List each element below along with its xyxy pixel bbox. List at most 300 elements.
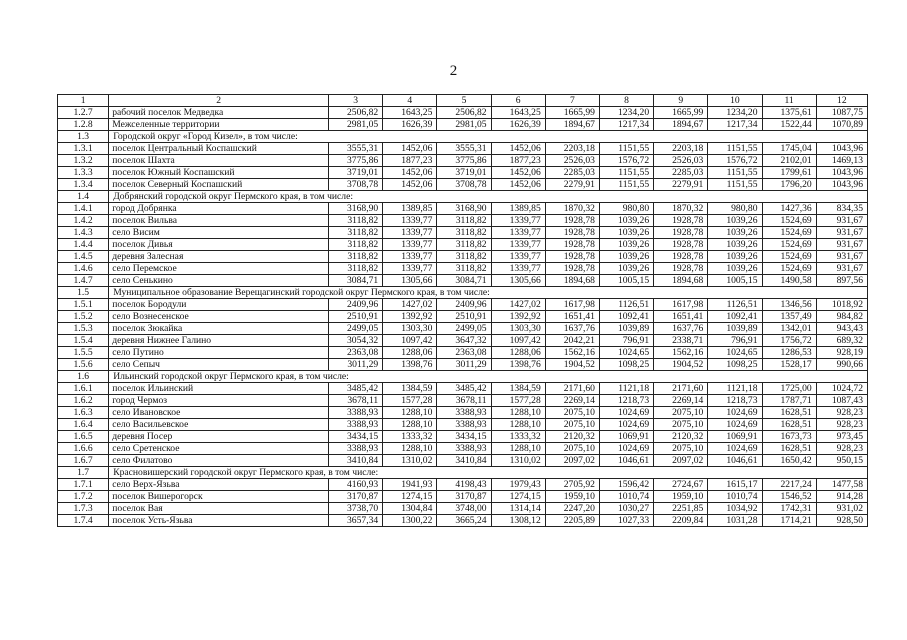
settlement-name: село Сретенское xyxy=(109,443,329,455)
value-cell-col-4: 1305,66 xyxy=(383,275,437,287)
value-cell-col-11: 1673,73 xyxy=(762,431,816,443)
value-cell-col-10: 1034,92 xyxy=(708,503,762,515)
column-header-5: 5 xyxy=(437,95,491,107)
value-cell-col-4: 1339,77 xyxy=(383,251,437,263)
table-row xyxy=(58,503,868,515)
value-cell-col-3: 3084,71 xyxy=(329,275,383,287)
value-cell-col-12: 931,67 xyxy=(816,227,867,239)
value-cell-col-3: 3434,15 xyxy=(329,431,383,443)
value-cell-col-11: 1787,71 xyxy=(762,395,816,407)
value-cell-col-5: 3084,71 xyxy=(437,275,491,287)
value-cell-col-5: 3118,82 xyxy=(437,263,491,275)
settlement-name: Межселенные территории xyxy=(109,119,329,131)
row-number: 1.5.3 xyxy=(58,323,109,335)
value-cell-col-6: 1097,42 xyxy=(491,335,545,347)
column-header-9: 9 xyxy=(654,95,708,107)
table-row xyxy=(58,311,868,323)
settlement-name: село Путино xyxy=(109,347,329,359)
value-cell-col-7: 2203,18 xyxy=(545,143,599,155)
value-cell-col-7: 1665,99 xyxy=(545,107,599,119)
value-cell-col-4: 1877,23 xyxy=(383,155,437,167)
value-cell-col-8: 1046,61 xyxy=(599,455,653,467)
value-cell-col-12: 1070,89 xyxy=(816,119,867,131)
value-cell-col-3: 3054,32 xyxy=(329,335,383,347)
value-cell-col-4: 1339,77 xyxy=(383,215,437,227)
value-cell-col-5: 2510,91 xyxy=(437,311,491,323)
value-cell-col-11: 1725,00 xyxy=(762,383,816,395)
value-cell-col-10: 1039,26 xyxy=(708,263,762,275)
value-cell-col-4: 1304,84 xyxy=(383,503,437,515)
value-cell-col-12: 928,19 xyxy=(816,347,867,359)
column-header-8: 8 xyxy=(599,95,653,107)
settlement-name: село Висим xyxy=(109,227,329,239)
table-row xyxy=(58,167,868,179)
value-cell-col-9: 1928,78 xyxy=(654,263,708,275)
value-cell-col-7: 2205,89 xyxy=(545,515,599,527)
table-row xyxy=(58,431,868,443)
value-cell-col-12: 928,50 xyxy=(816,515,867,527)
value-cell-col-6: 1452,06 xyxy=(491,143,545,155)
table-body xyxy=(58,95,868,527)
value-cell-col-10: 1024,69 xyxy=(708,419,762,431)
section-row xyxy=(58,287,868,299)
value-cell-col-5: 3434,15 xyxy=(437,431,491,443)
value-cell-col-5: 3719,01 xyxy=(437,167,491,179)
value-cell-col-3: 3118,82 xyxy=(329,251,383,263)
value-cell-col-7: 1928,78 xyxy=(545,215,599,227)
value-cell-col-3: 2409,96 xyxy=(329,299,383,311)
value-cell-col-12: 834,35 xyxy=(816,203,867,215)
row-number: 1.4.5 xyxy=(58,251,109,263)
row-number: 1.4 xyxy=(58,191,109,203)
value-cell-col-7: 2705,92 xyxy=(545,479,599,491)
value-cell-col-9: 1928,78 xyxy=(654,227,708,239)
value-cell-col-4: 1577,28 xyxy=(383,395,437,407)
value-cell-col-7: 2075,10 xyxy=(545,419,599,431)
value-cell-col-10: 1039,26 xyxy=(708,227,762,239)
value-cell-col-8: 1024,65 xyxy=(599,347,653,359)
value-cell-col-9: 1904,52 xyxy=(654,359,708,371)
value-cell-col-11: 1742,31 xyxy=(762,503,816,515)
table-row xyxy=(58,395,868,407)
value-cell-col-12: 1469,13 xyxy=(816,155,867,167)
value-cell-col-5: 3011,29 xyxy=(437,359,491,371)
value-cell-col-7: 1904,52 xyxy=(545,359,599,371)
value-cell-col-5: 3748,00 xyxy=(437,503,491,515)
value-cell-col-4: 1300,22 xyxy=(383,515,437,527)
value-cell-col-6: 1339,77 xyxy=(491,215,545,227)
value-cell-col-7: 1894,67 xyxy=(545,119,599,131)
value-cell-col-3: 3775,86 xyxy=(329,155,383,167)
value-cell-col-12: 1087,75 xyxy=(816,107,867,119)
value-cell-col-8: 1218,73 xyxy=(599,395,653,407)
value-cell-col-6: 1389,85 xyxy=(491,203,545,215)
value-cell-col-3: 3719,01 xyxy=(329,167,383,179)
column-header-2: 2 xyxy=(109,95,329,107)
value-cell-col-4: 1274,15 xyxy=(383,491,437,503)
value-cell-col-9: 1651,41 xyxy=(654,311,708,323)
value-cell-col-5: 3168,90 xyxy=(437,203,491,215)
value-cell-col-4: 1333,32 xyxy=(383,431,437,443)
value-cell-col-3: 3388,93 xyxy=(329,443,383,455)
row-number: 1.3.2 xyxy=(58,155,109,167)
value-cell-col-3: 3118,82 xyxy=(329,215,383,227)
value-cell-col-11: 1342,01 xyxy=(762,323,816,335)
value-cell-col-6: 1314,14 xyxy=(491,503,545,515)
row-number: 1.6 xyxy=(58,371,109,383)
settlement-name: поселок Усть-Язьва xyxy=(109,515,329,527)
value-cell-col-8: 1039,26 xyxy=(599,239,653,251)
value-cell-col-9: 2120,32 xyxy=(654,431,708,443)
value-cell-col-9: 2209,84 xyxy=(654,515,708,527)
value-cell-col-4: 1452,06 xyxy=(383,143,437,155)
value-cell-col-3: 3657,34 xyxy=(329,515,383,527)
value-cell-col-6: 1288,10 xyxy=(491,443,545,455)
value-cell-col-12: 689,32 xyxy=(816,335,867,347)
table-row xyxy=(58,155,868,167)
value-cell-col-3: 3388,93 xyxy=(329,407,383,419)
value-cell-col-6: 1877,23 xyxy=(491,155,545,167)
value-cell-col-8: 1151,55 xyxy=(599,179,653,191)
value-cell-col-9: 2075,10 xyxy=(654,443,708,455)
value-cell-col-7: 1870,32 xyxy=(545,203,599,215)
value-cell-col-9: 2285,03 xyxy=(654,167,708,179)
column-header-10: 10 xyxy=(708,95,762,107)
value-cell-col-12: 931,67 xyxy=(816,251,867,263)
value-cell-col-11: 2102,01 xyxy=(762,155,816,167)
value-cell-col-11: 1375,61 xyxy=(762,107,816,119)
value-cell-col-5: 3708,78 xyxy=(437,179,491,191)
value-cell-col-4: 1288,10 xyxy=(383,419,437,431)
section-title: Городской округ «Город Кизел», в том числе: xyxy=(109,131,868,143)
value-cell-col-8: 1024,69 xyxy=(599,443,653,455)
settlement-name: поселок Южный Коспашский xyxy=(109,167,329,179)
row-number: 1.5.1 xyxy=(58,299,109,311)
row-number: 1.7.4 xyxy=(58,515,109,527)
value-cell-col-4: 1392,92 xyxy=(383,311,437,323)
settlement-name: поселок Вая xyxy=(109,503,329,515)
table-row xyxy=(58,455,868,467)
value-cell-col-9: 2724,67 xyxy=(654,479,708,491)
value-cell-col-12: 1043,96 xyxy=(816,167,867,179)
value-cell-col-9: 2075,10 xyxy=(654,419,708,431)
settlement-name: деревня Залесная xyxy=(109,251,329,263)
table-row xyxy=(58,335,868,347)
value-cell-col-9: 1928,78 xyxy=(654,251,708,263)
value-cell-col-5: 3118,82 xyxy=(437,227,491,239)
value-cell-col-8: 796,91 xyxy=(599,335,653,347)
value-cell-col-5: 3485,42 xyxy=(437,383,491,395)
row-number: 1.7.3 xyxy=(58,503,109,515)
value-cell-col-5: 3647,32 xyxy=(437,335,491,347)
value-cell-col-8: 1039,89 xyxy=(599,323,653,335)
section-title: Ильинский городской округ Пермского края, в том числе: xyxy=(109,371,868,383)
table-row xyxy=(58,203,868,215)
section-row xyxy=(58,191,868,203)
value-cell-col-7: 2285,03 xyxy=(545,167,599,179)
value-cell-col-11: 1427,36 xyxy=(762,203,816,215)
value-cell-col-3: 3170,87 xyxy=(329,491,383,503)
value-cell-col-4: 1427,02 xyxy=(383,299,437,311)
settlement-name: село Верх-Язьва xyxy=(109,479,329,491)
value-cell-col-7: 1928,78 xyxy=(545,227,599,239)
value-cell-col-4: 1310,02 xyxy=(383,455,437,467)
value-cell-col-10: 1217,34 xyxy=(708,119,762,131)
value-cell-col-11: 1714,21 xyxy=(762,515,816,527)
table-row xyxy=(58,359,868,371)
value-cell-col-8: 1234,20 xyxy=(599,107,653,119)
value-cell-col-6: 1452,06 xyxy=(491,179,545,191)
value-cell-col-3: 2981,05 xyxy=(329,119,383,131)
value-cell-col-3: 3168,90 xyxy=(329,203,383,215)
value-cell-col-6: 1427,02 xyxy=(491,299,545,311)
value-cell-col-12: 931,67 xyxy=(816,263,867,275)
tariff-table xyxy=(57,94,868,527)
value-cell-col-12: 931,02 xyxy=(816,503,867,515)
value-cell-col-9: 1562,16 xyxy=(654,347,708,359)
value-cell-col-12: 897,56 xyxy=(816,275,867,287)
settlement-name: поселок Вишерогорск xyxy=(109,491,329,503)
value-cell-col-3: 3485,42 xyxy=(329,383,383,395)
value-cell-col-9: 1928,78 xyxy=(654,215,708,227)
value-cell-col-7: 2075,10 xyxy=(545,443,599,455)
value-cell-col-3: 3388,93 xyxy=(329,419,383,431)
row-number: 1.2.7 xyxy=(58,107,109,119)
value-cell-col-12: 928,23 xyxy=(816,407,867,419)
value-cell-col-7: 2075,10 xyxy=(545,407,599,419)
value-cell-col-5: 3388,93 xyxy=(437,407,491,419)
value-cell-col-8: 1039,26 xyxy=(599,263,653,275)
value-cell-col-6: 1979,43 xyxy=(491,479,545,491)
table-row xyxy=(58,251,868,263)
value-cell-col-7: 1894,68 xyxy=(545,275,599,287)
value-cell-col-12: 931,67 xyxy=(816,239,867,251)
table-row xyxy=(58,515,868,527)
value-cell-col-11: 1628,51 xyxy=(762,407,816,419)
table-row xyxy=(58,143,868,155)
value-cell-col-9: 1617,98 xyxy=(654,299,708,311)
value-cell-col-9: 1894,68 xyxy=(654,275,708,287)
value-cell-col-12: 931,67 xyxy=(816,215,867,227)
value-cell-col-10: 1039,26 xyxy=(708,251,762,263)
row-number: 1.6.6 xyxy=(58,443,109,455)
value-cell-col-12: 1043,96 xyxy=(816,179,867,191)
settlement-name: город Добрянка xyxy=(109,203,329,215)
value-cell-col-5: 4198,43 xyxy=(437,479,491,491)
row-number: 1.4.3 xyxy=(58,227,109,239)
value-cell-col-3: 3011,29 xyxy=(329,359,383,371)
settlement-name: рабочий поселок Медведка xyxy=(109,107,329,119)
page-number: 2 xyxy=(449,63,458,79)
value-cell-col-3: 4160,93 xyxy=(329,479,383,491)
value-cell-col-3: 2510,91 xyxy=(329,311,383,323)
value-cell-col-4: 1384,59 xyxy=(383,383,437,395)
value-cell-col-4: 1941,93 xyxy=(383,479,437,491)
value-cell-col-11: 1357,49 xyxy=(762,311,816,323)
value-cell-col-5: 3170,87 xyxy=(437,491,491,503)
value-cell-col-10: 1121,18 xyxy=(708,383,762,395)
table-row xyxy=(58,215,868,227)
column-header-4: 4 xyxy=(383,95,437,107)
value-cell-col-9: 2097,02 xyxy=(654,455,708,467)
value-cell-col-7: 1617,98 xyxy=(545,299,599,311)
row-number: 1.6.1 xyxy=(58,383,109,395)
value-cell-col-7: 1928,78 xyxy=(545,263,599,275)
value-cell-col-12: 984,82 xyxy=(816,311,867,323)
value-cell-col-10: 1024,69 xyxy=(708,407,762,419)
value-cell-col-6: 1288,06 xyxy=(491,347,545,359)
value-cell-col-9: 2171,60 xyxy=(654,383,708,395)
value-cell-col-9: 1928,78 xyxy=(654,239,708,251)
value-cell-col-10: 980,80 xyxy=(708,203,762,215)
value-cell-col-10: 1218,73 xyxy=(708,395,762,407)
value-cell-col-8: 1576,72 xyxy=(599,155,653,167)
value-cell-col-8: 980,80 xyxy=(599,203,653,215)
value-cell-col-3: 3555,31 xyxy=(329,143,383,155)
section-row xyxy=(58,371,868,383)
value-cell-col-3: 3738,70 xyxy=(329,503,383,515)
settlement-name: село Сенькино xyxy=(109,275,329,287)
value-cell-col-7: 2526,03 xyxy=(545,155,599,167)
table-header-row xyxy=(58,95,868,107)
value-cell-col-11: 1745,04 xyxy=(762,143,816,155)
value-cell-col-4: 1288,06 xyxy=(383,347,437,359)
value-cell-col-10: 1151,55 xyxy=(708,143,762,155)
value-cell-col-12: 990,66 xyxy=(816,359,867,371)
value-cell-col-8: 1596,42 xyxy=(599,479,653,491)
value-cell-col-11: 1546,52 xyxy=(762,491,816,503)
row-number: 1.7 xyxy=(58,467,109,479)
value-cell-col-10: 1151,55 xyxy=(708,167,762,179)
value-cell-col-12: 1018,92 xyxy=(816,299,867,311)
value-cell-col-7: 1928,78 xyxy=(545,251,599,263)
value-cell-col-10: 1576,72 xyxy=(708,155,762,167)
section-title: Муниципальное образование Верещагинский городской округ Пермского края, в том числе: xyxy=(109,287,868,299)
value-cell-col-6: 1339,77 xyxy=(491,251,545,263)
row-number: 1.4.7 xyxy=(58,275,109,287)
value-cell-col-8: 1039,26 xyxy=(599,215,653,227)
row-number: 1.3.1 xyxy=(58,143,109,155)
value-cell-col-9: 2279,91 xyxy=(654,179,708,191)
value-cell-col-11: 1524,69 xyxy=(762,239,816,251)
value-cell-col-12: 1477,58 xyxy=(816,479,867,491)
table-row xyxy=(58,491,868,503)
value-cell-col-8: 1151,55 xyxy=(599,143,653,155)
settlement-name: деревня Посер xyxy=(109,431,329,443)
value-cell-col-6: 1452,06 xyxy=(491,167,545,179)
value-cell-col-12: 1043,96 xyxy=(816,143,867,155)
value-cell-col-10: 796,91 xyxy=(708,335,762,347)
value-cell-col-11: 1346,56 xyxy=(762,299,816,311)
value-cell-col-8: 1005,15 xyxy=(599,275,653,287)
value-cell-col-6: 1643,25 xyxy=(491,107,545,119)
value-cell-col-9: 1870,32 xyxy=(654,203,708,215)
value-cell-col-4: 1339,77 xyxy=(383,227,437,239)
value-cell-col-10: 1234,20 xyxy=(708,107,762,119)
settlement-name: поселок Северный Коспашский xyxy=(109,179,329,191)
value-cell-col-11: 1286,53 xyxy=(762,347,816,359)
value-cell-col-3: 3410,84 xyxy=(329,455,383,467)
value-cell-col-12: 928,23 xyxy=(816,443,867,455)
value-cell-col-8: 1092,41 xyxy=(599,311,653,323)
value-cell-col-5: 3555,31 xyxy=(437,143,491,155)
table-row xyxy=(58,419,868,431)
value-cell-col-4: 1626,39 xyxy=(383,119,437,131)
value-cell-col-7: 1928,78 xyxy=(545,239,599,251)
value-cell-col-5: 3388,93 xyxy=(437,419,491,431)
value-cell-col-5: 3678,11 xyxy=(437,395,491,407)
row-number: 1.6.2 xyxy=(58,395,109,407)
value-cell-col-4: 1452,06 xyxy=(383,179,437,191)
value-cell-col-5: 3410,84 xyxy=(437,455,491,467)
value-cell-col-9: 1959,10 xyxy=(654,491,708,503)
value-cell-col-6: 1310,02 xyxy=(491,455,545,467)
value-cell-col-9: 2203,18 xyxy=(654,143,708,155)
value-cell-col-12: 950,15 xyxy=(816,455,867,467)
settlement-name: деревня Нижнее Галино xyxy=(109,335,329,347)
settlement-name: село Ивановское xyxy=(109,407,329,419)
row-number: 1.7.2 xyxy=(58,491,109,503)
column-header-1: 1 xyxy=(58,95,109,107)
column-header-12: 12 xyxy=(816,95,867,107)
table-row xyxy=(58,263,868,275)
settlement-name: село Перемское xyxy=(109,263,329,275)
table-row xyxy=(58,383,868,395)
value-cell-col-7: 2171,60 xyxy=(545,383,599,395)
table-row xyxy=(58,275,868,287)
value-cell-col-11: 1650,42 xyxy=(762,455,816,467)
value-cell-col-7: 2120,32 xyxy=(545,431,599,443)
value-cell-col-8: 1027,33 xyxy=(599,515,653,527)
value-cell-col-4: 1339,77 xyxy=(383,239,437,251)
value-cell-col-12: 973,45 xyxy=(816,431,867,443)
value-cell-col-7: 2042,21 xyxy=(545,335,599,347)
row-number: 1.5.2 xyxy=(58,311,109,323)
value-cell-col-8: 1024,69 xyxy=(599,407,653,419)
column-header-7: 7 xyxy=(545,95,599,107)
value-cell-col-8: 1010,74 xyxy=(599,491,653,503)
value-cell-col-7: 2279,91 xyxy=(545,179,599,191)
settlement-name: поселок Шахта xyxy=(109,155,329,167)
row-number: 1.7.1 xyxy=(58,479,109,491)
value-cell-col-6: 1577,28 xyxy=(491,395,545,407)
value-cell-col-9: 2338,71 xyxy=(654,335,708,347)
value-cell-col-3: 2363,08 xyxy=(329,347,383,359)
settlement-name: село Сепыч xyxy=(109,359,329,371)
settlement-name: село Вознесенское xyxy=(109,311,329,323)
value-cell-col-8: 1039,26 xyxy=(599,227,653,239)
value-cell-col-7: 2269,14 xyxy=(545,395,599,407)
value-cell-col-8: 1069,91 xyxy=(599,431,653,443)
column-header-3: 3 xyxy=(329,95,383,107)
value-cell-col-6: 1308,12 xyxy=(491,515,545,527)
value-cell-col-3: 3708,78 xyxy=(329,179,383,191)
value-cell-col-10: 1031,28 xyxy=(708,515,762,527)
value-cell-col-5: 2409,96 xyxy=(437,299,491,311)
value-cell-col-9: 1894,67 xyxy=(654,119,708,131)
value-cell-col-12: 914,28 xyxy=(816,491,867,503)
value-cell-col-10: 1046,61 xyxy=(708,455,762,467)
value-cell-col-5: 3775,86 xyxy=(437,155,491,167)
value-cell-col-5: 3388,93 xyxy=(437,443,491,455)
table-row xyxy=(58,179,868,191)
value-cell-col-5: 3665,24 xyxy=(437,515,491,527)
settlement-name: поселок Дивья xyxy=(109,239,329,251)
value-cell-col-6: 1398,76 xyxy=(491,359,545,371)
value-cell-col-9: 1637,76 xyxy=(654,323,708,335)
value-cell-col-9: 2269,14 xyxy=(654,395,708,407)
value-cell-col-11: 1524,69 xyxy=(762,215,816,227)
